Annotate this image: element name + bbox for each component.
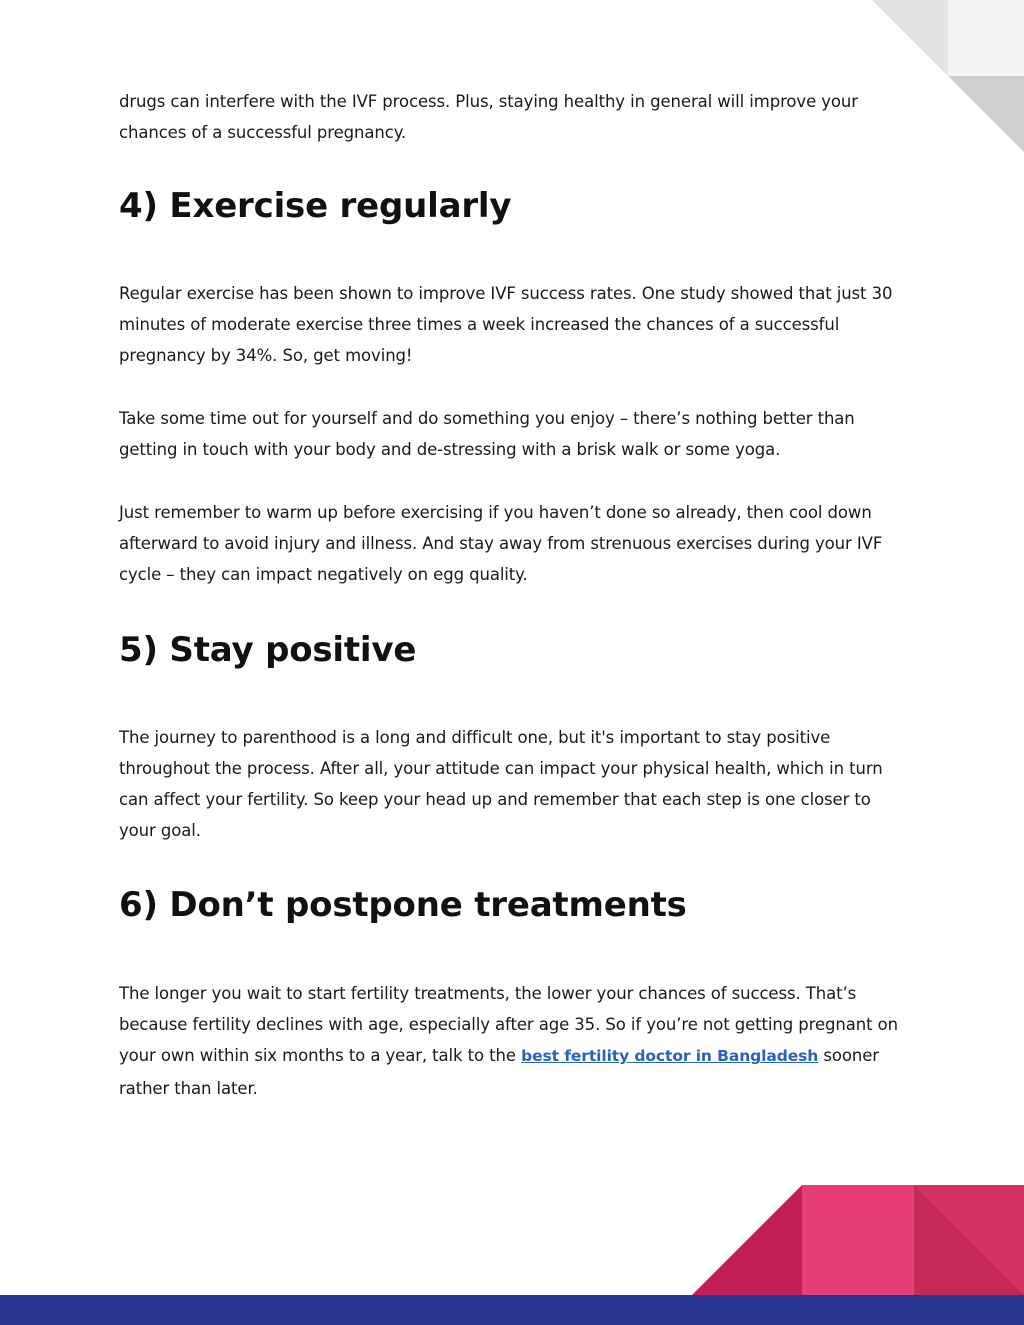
footer-bar [0,1295,1024,1325]
fertility-doctor-link[interactable]: best fertility doctor in Bangladesh [521,1047,819,1066]
paragraph-exercise-1: Regular exercise has been shown to improve IVF success rates. One study showed that just 30 minutes of moderate exercise three times a week increased the chances of a successful pregnancy by 34%. So, get moving! [119,283,893,366]
article-body [119,86,909,1104]
paragraph-intro-end: drugs can interfere with the IVF process. Plus, staying healthy in general will improve your chances of a successful pregnancy. [119,92,858,143]
paragraph-exercise-2: Take some time out for yourself and do something you enjoy – there’s nothing better than getting in touch with your body and de-stressing with a brisk walk or some yoga. [119,408,855,460]
paragraph-exercise-3: Just remember to warm up before exercising if you haven’t done so already, then cool down afterward to avoid injury and illness. And stay away from strenuous exercises during your IVF cycle – they can impact negatively on egg quality. [119,502,883,585]
paragraph-positive-1: The journey to parenthood is a long and difficult one, but it's important to stay positive throughout the process. After all, your attitude can impact your physical health, which in turn can affect your fertility. So keep your head up and remember that each step is one closer to your goal. [119,727,883,841]
paragraph-postpone-text-before: The longer you wait to start fertility treatments, the lower your chances of success. That’s because fertility declines with age, especially after age 35. So if you’re not getting pregnant on your own within six months to a year, talk to the [119,983,898,1066]
corner-decoration-bottom [692,1185,1024,1295]
heading-stay-positive: 5) Stay positive [119,629,417,670]
paragraph-postpone-text-after: sooner rather than later. [119,1046,879,1098]
heading-exercise-regularly: 4) Exercise regularly [119,185,512,226]
heading-dont-postpone: 6) Don’t postpone treatments [119,884,687,925]
paragraph-postpone [119,978,909,1104]
